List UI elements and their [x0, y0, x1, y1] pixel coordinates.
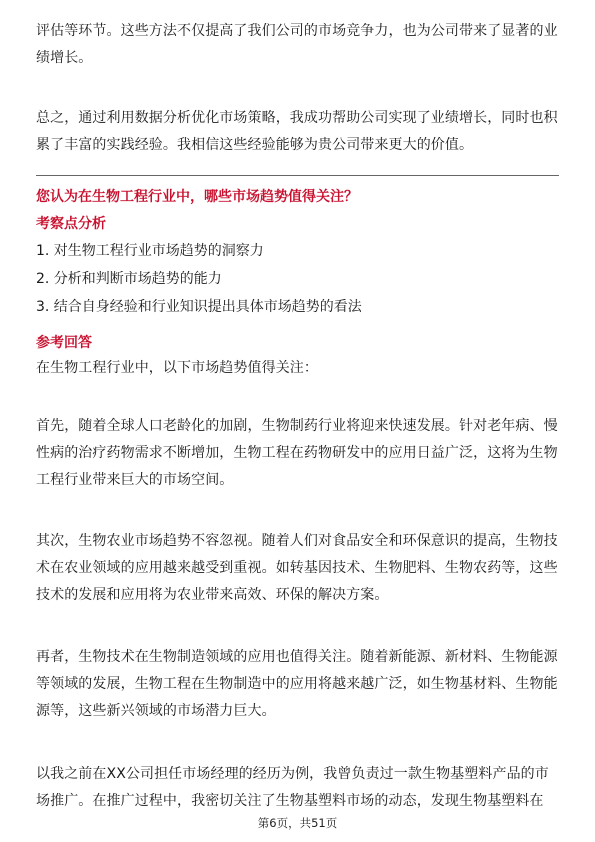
paragraph-previous-end: 评估等环节。这些方法不仅提高了我们公司的市场竞争力，也为公司带来了显著的业绩增长。: [36, 23, 558, 66]
answer-intro: 在生物工程行业中，以下市场趋势值得关注：: [36, 360, 318, 376]
analysis-point-2: 2. 分析和判断市场趋势的能力: [36, 271, 222, 287]
section-divider: [36, 175, 559, 176]
analysis-label: 考察点分析: [36, 216, 106, 232]
question-title: 您认为在生物工程行业中，哪些市场趋势值得关注？: [36, 189, 358, 205]
answer-paragraph-3: 再者，生物技术在生物制造领域的应用也值得关注。随着新能源、新材料、生物能源等领域的发展，生物工程在生物制造中的应用将越来越广泛，如生物基材料、生物能源等，这些新兴领域的市场潜力巨大。: [36, 649, 558, 719]
analysis-point-3: 3. 结合自身经验和行业知识提出具体市场趋势的看法: [36, 299, 362, 315]
answer-paragraph-2: 其次，生物农业市场趋势不容忽视。随着人们对食品安全和环保意识的提高，生物技术在农业领域的应用越来越受到重视。如转基因技术、生物肥料、生物农药等，这些技术的发展和应用将为农业带来高效、环保的解决方案。: [36, 533, 558, 603]
analysis-point-1: 1. 对生物工程行业市场趋势的洞察力: [36, 243, 264, 259]
answer-label: 参考回答: [36, 335, 92, 351]
paragraph-summary: 总之，通过利用数据分析优化市场策略，我成功帮助公司实现了业绩增长，同时也积累了丰富的实践经验。我相信这些经验能够为贵公司带来更大的价值。: [36, 110, 558, 153]
answer-paragraph-4: 以我之前在XX公司担任市场经理的经历为例，我曾负责过一款生物基塑料产品的市场推广。在推广过程中，我密切关注了生物基塑料市场的动态，发现生物基塑料在: [36, 766, 549, 809]
page-number: 第6页，共51页: [257, 816, 338, 830]
answer-paragraph-1: 首先，随着全球人口老龄化的加剧，生物制药行业将迎来快速发展。针对老年病、慢性病的治疗药物需求不断增加，生物工程在药物研发中的应用日益广泛，这将为生物工程行业带来巨大的市场空间。: [36, 418, 558, 488]
